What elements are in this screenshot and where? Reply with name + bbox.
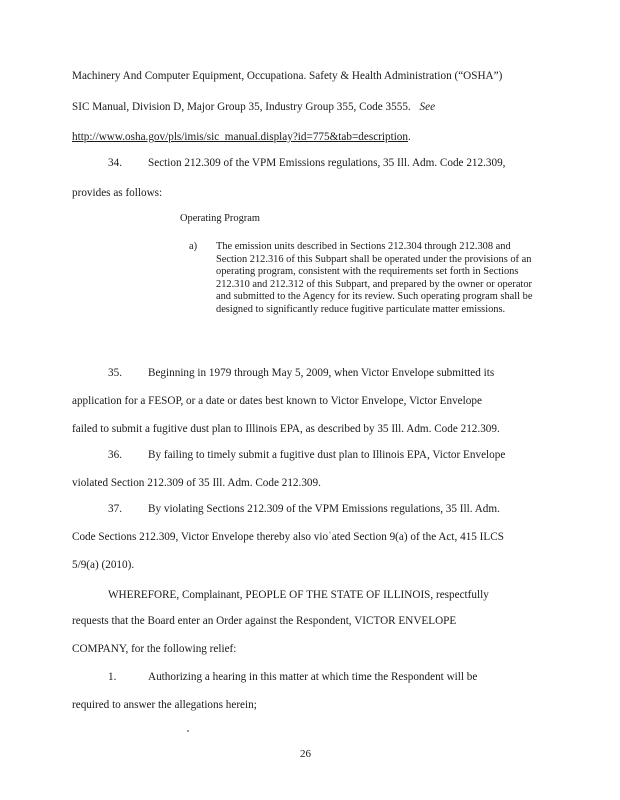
body-line: Machinery And Computer Equipment, Occupationa. Safety & Health Administration (“OSHA”) (72, 70, 503, 82)
body-text: By failing to timely submit a fugitive dust plan to Illinois EPA, Victor Envelope (148, 449, 506, 461)
body-line: provides as follows: (72, 187, 163, 199)
paragraph-number: 34. (108, 157, 122, 169)
quote-item-label: a) (189, 241, 198, 252)
osha-sic-manual-link[interactable]: http://www.osha.gov/pls/imis/sic_manual.display?id=775&tab=description (72, 131, 408, 143)
body-line: violated Section 212.309 of 35 Ill. Adm. Code 212.309. (72, 477, 321, 489)
paragraph-number: 36. (108, 449, 122, 461)
relief-item-1 (108, 670, 477, 684)
see-signal: See (419, 101, 436, 113)
block-quote: The emission units described in Sections 212.304 through 212.308 and Section 212.316 of this Subpart shall be operated under the provisions of an operating program, consistent with the requirements set forth in Sections 212.310 and 212.312 of this Subpart, and prepared by the owner or operator and submitted to the Agency for its review. Such operating program shall be designed to significantly reduce fugitive particulate matter emissions. (216, 241, 533, 315)
body-text: By violating Sections 212.309 of the VPM Emissions regulations, 35 Ill. Adm. (148, 503, 500, 515)
body-line (72, 130, 411, 144)
body-line: Code Sections 212.309, Victor Envelope thereby also vioˈated Section 9(a) of the Act, 415 ILCS (72, 531, 504, 543)
body-line: COMPANY, for the following relief: (72, 643, 237, 655)
body-text: . (408, 131, 411, 143)
body-line (72, 100, 435, 114)
quote-heading: Operating Program (180, 213, 260, 224)
relief-number: 1. (108, 671, 117, 683)
body-text: Section 212.309 of the VPM Emissions regulations, 35 Ill. Adm. Code 212.309, (148, 157, 506, 169)
body-line: application for a FESOP, or a date or dates best known to Victor Envelope, Victor Envelope (72, 395, 482, 407)
body-text: Beginning in 1979 through May 5, 2009, when Victor Envelope submitted its (148, 367, 495, 379)
paragraph-34 (108, 156, 505, 170)
page-number: 26 (300, 748, 311, 760)
scan-speck (187, 730, 189, 732)
wherefore-clause: WHEREFORE, Complainant, PEOPLE OF THE STATE OF ILLINOIS, respectfully (108, 589, 489, 601)
paragraph-37 (108, 502, 500, 516)
body-line: requests that the Board enter an Order against the Respondent, VICTOR ENVELOPE (72, 615, 457, 627)
body-text: Authorizing a hearing in this matter at which time the Respondent will be (148, 671, 478, 683)
paragraph-35 (108, 366, 494, 380)
paragraph-number: 35. (108, 367, 122, 379)
body-text: SIC Manual, Division D, Major Group 35, Industry Group 355, Code 3555. (72, 101, 411, 113)
body-line: 5/9(a) (2010). (72, 559, 135, 571)
paragraph-number: 37. (108, 503, 122, 515)
body-line: required to answer the allegations herein; (72, 699, 257, 711)
paragraph-36 (108, 448, 505, 462)
body-line: failed to submit a fugitive dust plan to Illinois EPA, as described by 35 Ill. Adm. Code 212.309. (72, 423, 500, 435)
